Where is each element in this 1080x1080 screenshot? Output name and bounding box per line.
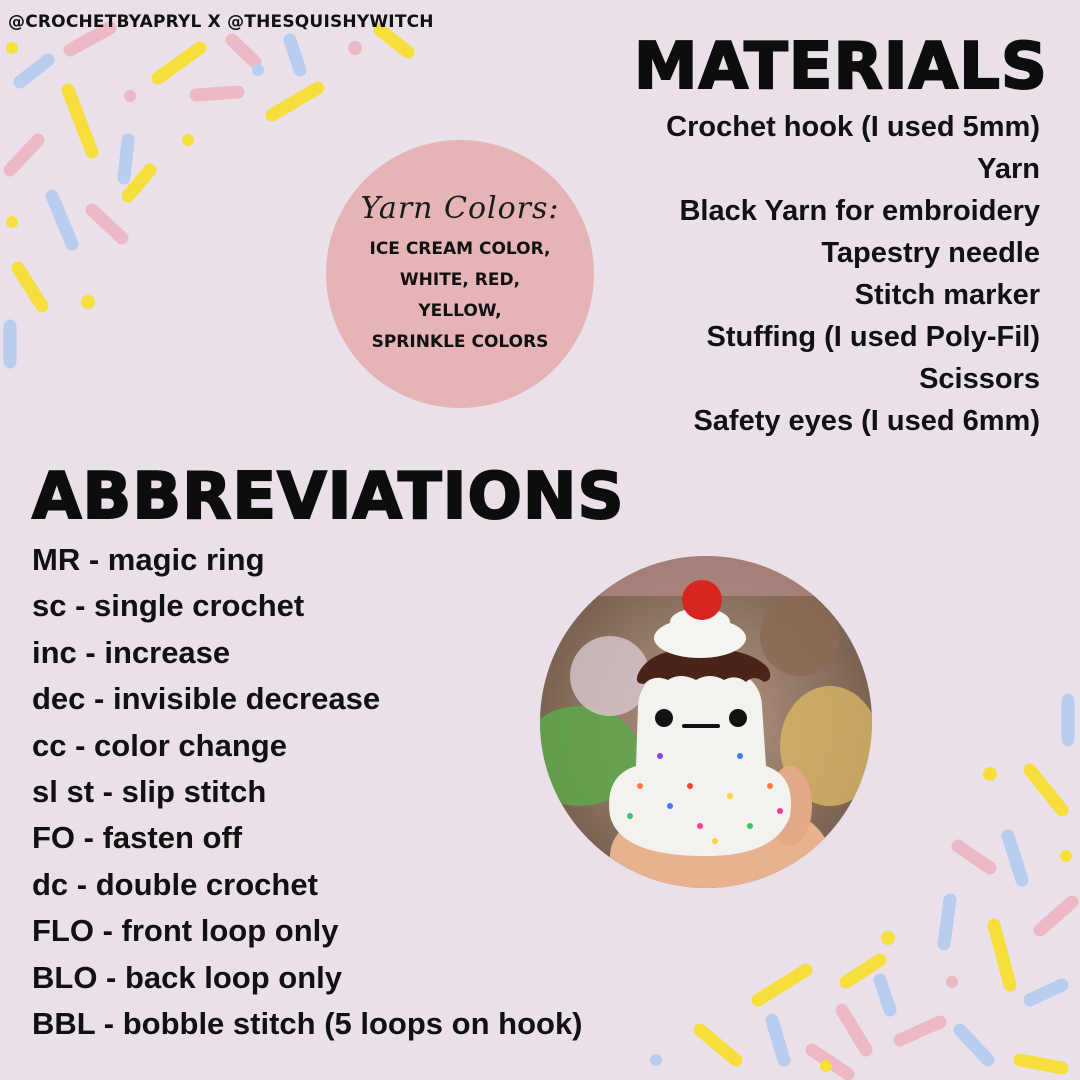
sprinkle <box>290 40 300 70</box>
sprinkle <box>758 970 806 1000</box>
sprinkle-dot <box>182 134 194 146</box>
eye-right <box>729 709 747 727</box>
sprinkle-dot <box>124 90 136 102</box>
sprinkle-dot <box>81 295 95 309</box>
sprinkle <box>772 1020 784 1060</box>
sprinkle <box>68 90 92 152</box>
abbreviation-item: FLO - front loop only <box>32 913 339 949</box>
sprinkle <box>18 268 42 306</box>
sprinkle <box>1040 902 1072 930</box>
sprinkle <box>92 210 122 238</box>
yarn-colors-list <box>340 234 580 358</box>
sprinkle <box>1020 1060 1062 1068</box>
sprinkle <box>158 48 200 78</box>
sprinkle-dot <box>881 931 895 945</box>
sprinkle-dot <box>1060 850 1072 862</box>
abbreviation-item: inc - increase <box>32 634 231 670</box>
sprinkle-dot <box>820 1060 832 1072</box>
materials-item: Safety eyes (I used 6mm) <box>693 405 1040 437</box>
cherry <box>682 580 722 620</box>
yarn-colors-line: SPRINKLE COLORS <box>371 331 549 352</box>
abbreviation-item: dc - double crochet <box>32 866 318 902</box>
materials-title: MATERIALS <box>633 30 1048 104</box>
yarn-colors-badge <box>326 140 594 408</box>
materials-item: Black Yarn for embroidery <box>679 195 1040 227</box>
sprinkle <box>1030 985 1062 1000</box>
sprinkle-dot <box>252 64 264 76</box>
sprinkle <box>10 140 38 170</box>
sprinkle <box>842 1010 866 1050</box>
materials-item: Tapestry needle <box>821 237 1040 269</box>
abbreviation-item: sl st - slip stitch <box>32 774 267 810</box>
sprinkle-dot <box>348 41 362 55</box>
sprinkle <box>196 92 238 95</box>
abbreviations-list <box>32 537 583 1047</box>
eye-left <box>655 709 673 727</box>
materials-item: Stitch marker <box>854 279 1040 311</box>
sprinkle-dot <box>6 216 18 228</box>
sprinkle <box>1030 770 1062 810</box>
yarn-colors-line: WHITE, RED, <box>399 269 521 290</box>
yarn-colors-heading: Yarn Colors: <box>360 190 560 226</box>
credit-text: @CROCHETBYAPRYL X @THESQUISHYWITCH <box>8 12 434 32</box>
abbreviation-item: sc - single crochet <box>32 588 305 624</box>
abbreviation-item: BBL - bobble stitch (5 loops on hook) <box>32 1006 583 1042</box>
yarn-colors-line: YELLOW, <box>418 300 502 321</box>
sprinkle <box>700 1030 736 1060</box>
sprinkle <box>944 900 950 944</box>
sprinkle <box>272 88 318 115</box>
sprinkle <box>380 30 408 52</box>
sprinkle-dot <box>983 767 997 781</box>
sprinkle <box>124 140 128 178</box>
materials-item: Scissors <box>919 363 1040 395</box>
materials-item: Crochet hook (I used 5mm) <box>666 111 1040 143</box>
sprinkle <box>994 925 1010 985</box>
sprinkle-dot <box>6 42 18 54</box>
abbreviation-item: cc - color change <box>32 727 287 763</box>
sprinkle <box>128 170 150 196</box>
sprinkle <box>232 40 255 62</box>
materials-item: Yarn <box>977 153 1040 185</box>
materials-list <box>666 106 1040 442</box>
abbreviation-item: dec - invisible decrease <box>32 681 381 717</box>
sprinkle <box>900 1022 940 1040</box>
yarn-colors-line: ICE CREAM COLOR, <box>369 238 551 259</box>
abbreviation-item: BLO - back loop only <box>32 959 343 995</box>
sprinkle <box>52 196 72 244</box>
sprinkle <box>1008 836 1022 880</box>
sprinkle <box>20 60 48 82</box>
sprinkle <box>958 846 990 868</box>
sprinkle <box>880 980 890 1010</box>
sprinkle-dot <box>946 976 958 988</box>
abbreviation-item: MR - magic ring <box>32 542 265 577</box>
crochet-photo <box>540 556 872 888</box>
abbreviations-title: ABBREVIATIONS <box>32 460 625 534</box>
abbreviation-item: FO - fasten off <box>32 820 243 856</box>
sprinkle-dot <box>650 1054 662 1066</box>
materials-item: Stuffing (I used Poly-Fil) <box>706 321 1040 353</box>
sprinkle <box>960 1030 988 1060</box>
